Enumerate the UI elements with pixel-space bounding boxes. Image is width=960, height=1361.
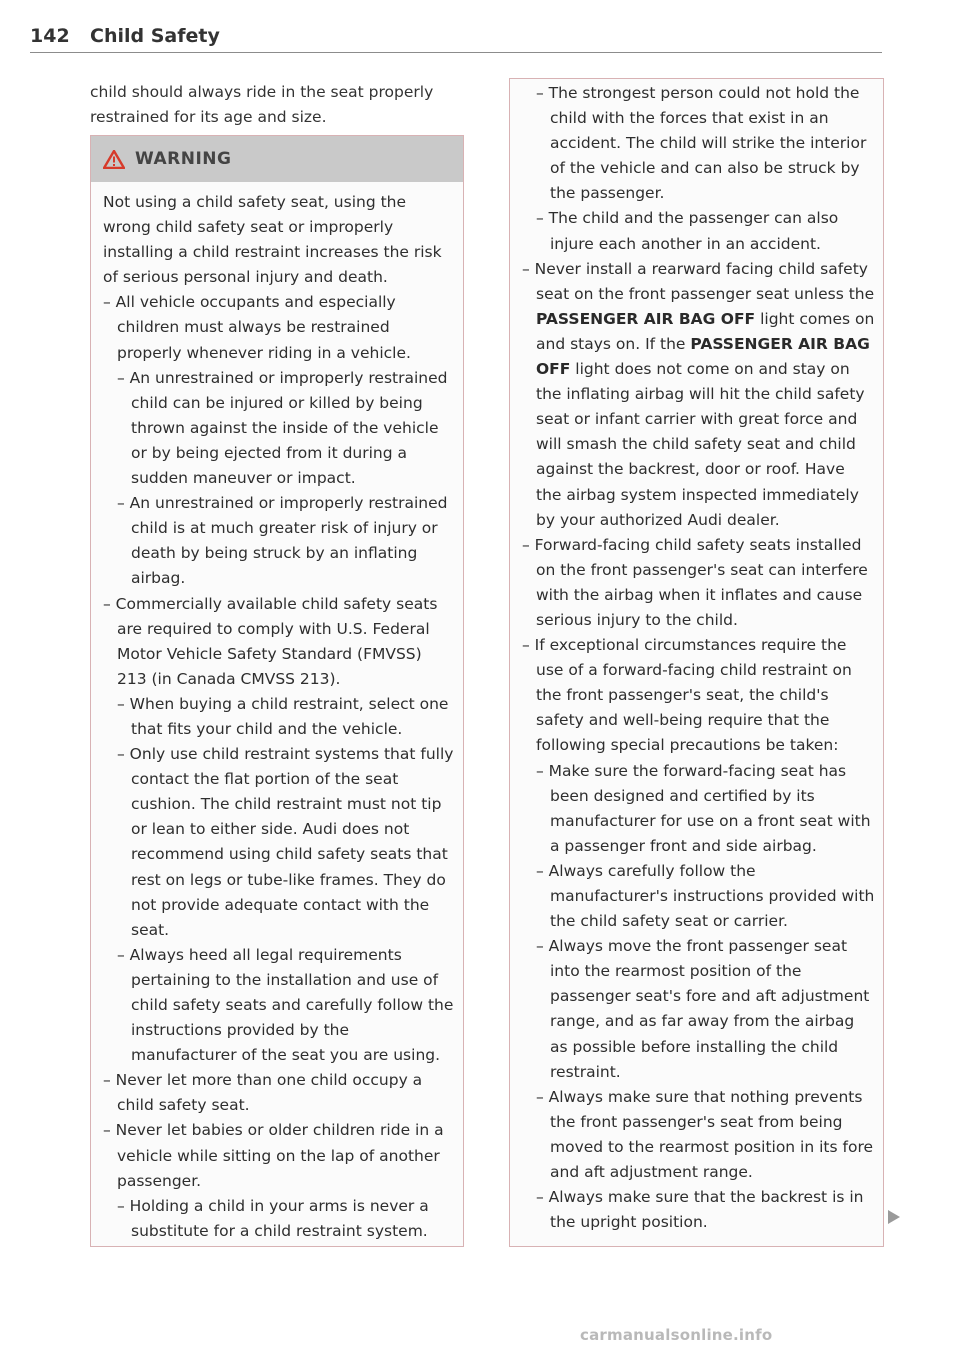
warning-item-left-1: – All vehicle occupants and especially children must always be restrained properly whenever riding in a vehicle. [103, 293, 411, 362]
warning-item-right-7: – Always carefully follow the manufacturer's instructions provided with the child safety seat or carrier. [536, 861, 875, 931]
header-rule [30, 52, 882, 53]
warning-item-right-8: – Always move the front passenger seat into the rearmost position of the passenger seat's fore and aft adjustment range, and as far away from the airbag as possible before installing the child restraint. [536, 937, 870, 1081]
warning-item-right-1: – The strongest person could not hold the child with the forces that exist in an accident. The child will strike the interior of the vehicle and can also be struck by the passenger. [536, 84, 867, 203]
warning-item-right-4: – Forward-facing child safety seats installed on the front passenger's seat can interfere with the airbag when it inflates and cause serious injury to the child. [522, 535, 868, 629]
warning-paragraph: Not using a child safety seat, using the wrong child safety seat or improperly installing a child restraint increases the risk of serious personal injury and death. [103, 193, 442, 287]
warning-header [91, 136, 463, 182]
intro-text-block [90, 80, 462, 130]
item-text-part: light does not come on and stay on the inflating airbag will hit the child safety seat or infant carrier with great force and will smash the child safety seat and child against the backrest, door or roof. Have the airbag system inspected immediately by your authorized Audi dealer. [536, 360, 865, 529]
warning-item-left-6: – Only use child restraint systems that fully contact the flat portion of the seat cushion. The child restraint must not tip or lean to either side. Audi does not recommend using child safety seats that rest on legs or tube-like frames. They do not provide adequate contact with the seat. [117, 745, 454, 939]
warning-list-left [103, 290, 455, 1244]
warning-item-right-2: – The child and the passenger can also injure each another in an accident. [536, 209, 839, 253]
warning-item-right-3 [522, 257, 875, 533]
watermark-footer: carmanualsonline.info [580, 1326, 773, 1344]
warning-item-left-9: – Never let babies or older children ride in a vehicle while sitting on the lap of another passenger. [103, 1121, 444, 1190]
page-number: 142 [30, 25, 70, 47]
warning-item-left-8: – Never let more than one child occupy a child safety seat. [103, 1071, 423, 1115]
warning-item-left-7: – Always heed all legal requirements pertaining to the installation and use of child safety seats and carefully follow the instructions provided by the manufacturer of the seat you are using. [117, 945, 454, 1065]
warning-item-left-10: – Holding a child in your arms is never a substitute for a child restraint system. [117, 1196, 429, 1240]
warning-item-right-10: – Always make sure that the backrest is in the upright position. [536, 1188, 864, 1232]
warning-box-left [90, 135, 464, 1247]
page-header [30, 22, 882, 56]
section-title: Child Safety [90, 25, 220, 47]
warning-item-left-2: – An unrestrained or improperly restrained child can be injured or killed by being thrown against the inside of the vehicle or by being ejected from it during a sudden maneuver or impact. [117, 368, 448, 488]
warning-body-right [510, 79, 883, 1235]
warning-box-right [509, 78, 884, 1247]
warning-list-right [522, 81, 875, 1235]
warning-item-left-3: – An unrestrained or improperly restrained child is at much greater risk of injury or death by being struck by an inflating airbag. [117, 494, 448, 588]
indicator-label: PASSENGER AIR BAG OFF [536, 334, 870, 379]
item-text-part: light comes on and stays on. If the [536, 309, 875, 353]
indicator-label: PASSENGER AIR BAG OFF [536, 309, 756, 328]
warning-title: WARNING [135, 149, 232, 169]
intro-text: child should always ride in the seat properly restrained for its age and size. [90, 83, 434, 126]
warning-body-left [91, 182, 463, 1244]
warning-item-left-4: – Commercially available child safety seats are required to comply with U.S. Federal Motor Vehicle Safety Standard (FMVSS) 213 (in Canada CMVSS 213). [103, 594, 438, 688]
item-text-part: – Never install a rearward facing child safety seat on the front passenger seat unless the [522, 259, 875, 303]
continue-arrow-icon [888, 1210, 900, 1224]
warning-item-right-9: – Always make sure that nothing prevents the front passenger's seat from being moved to the rearmost position in its fore and aft adjustment range. [536, 1087, 874, 1182]
warning-item-left-5: – When buying a child restraint, select one that fits your child and the vehicle. [117, 694, 449, 738]
warning-item-right-5: – If exceptional circumstances require the use of a forward-facing child restraint on the front passenger's seat, the child's safety and well-being require that the following special precautions be taken: [522, 636, 852, 755]
warning-item-right-6: – Make sure the forward-facing seat has been designed and certified by its manufacturer for use on a front seat with a passenger front and side airbag. [536, 761, 871, 855]
warning-triangle-icon [103, 150, 125, 169]
